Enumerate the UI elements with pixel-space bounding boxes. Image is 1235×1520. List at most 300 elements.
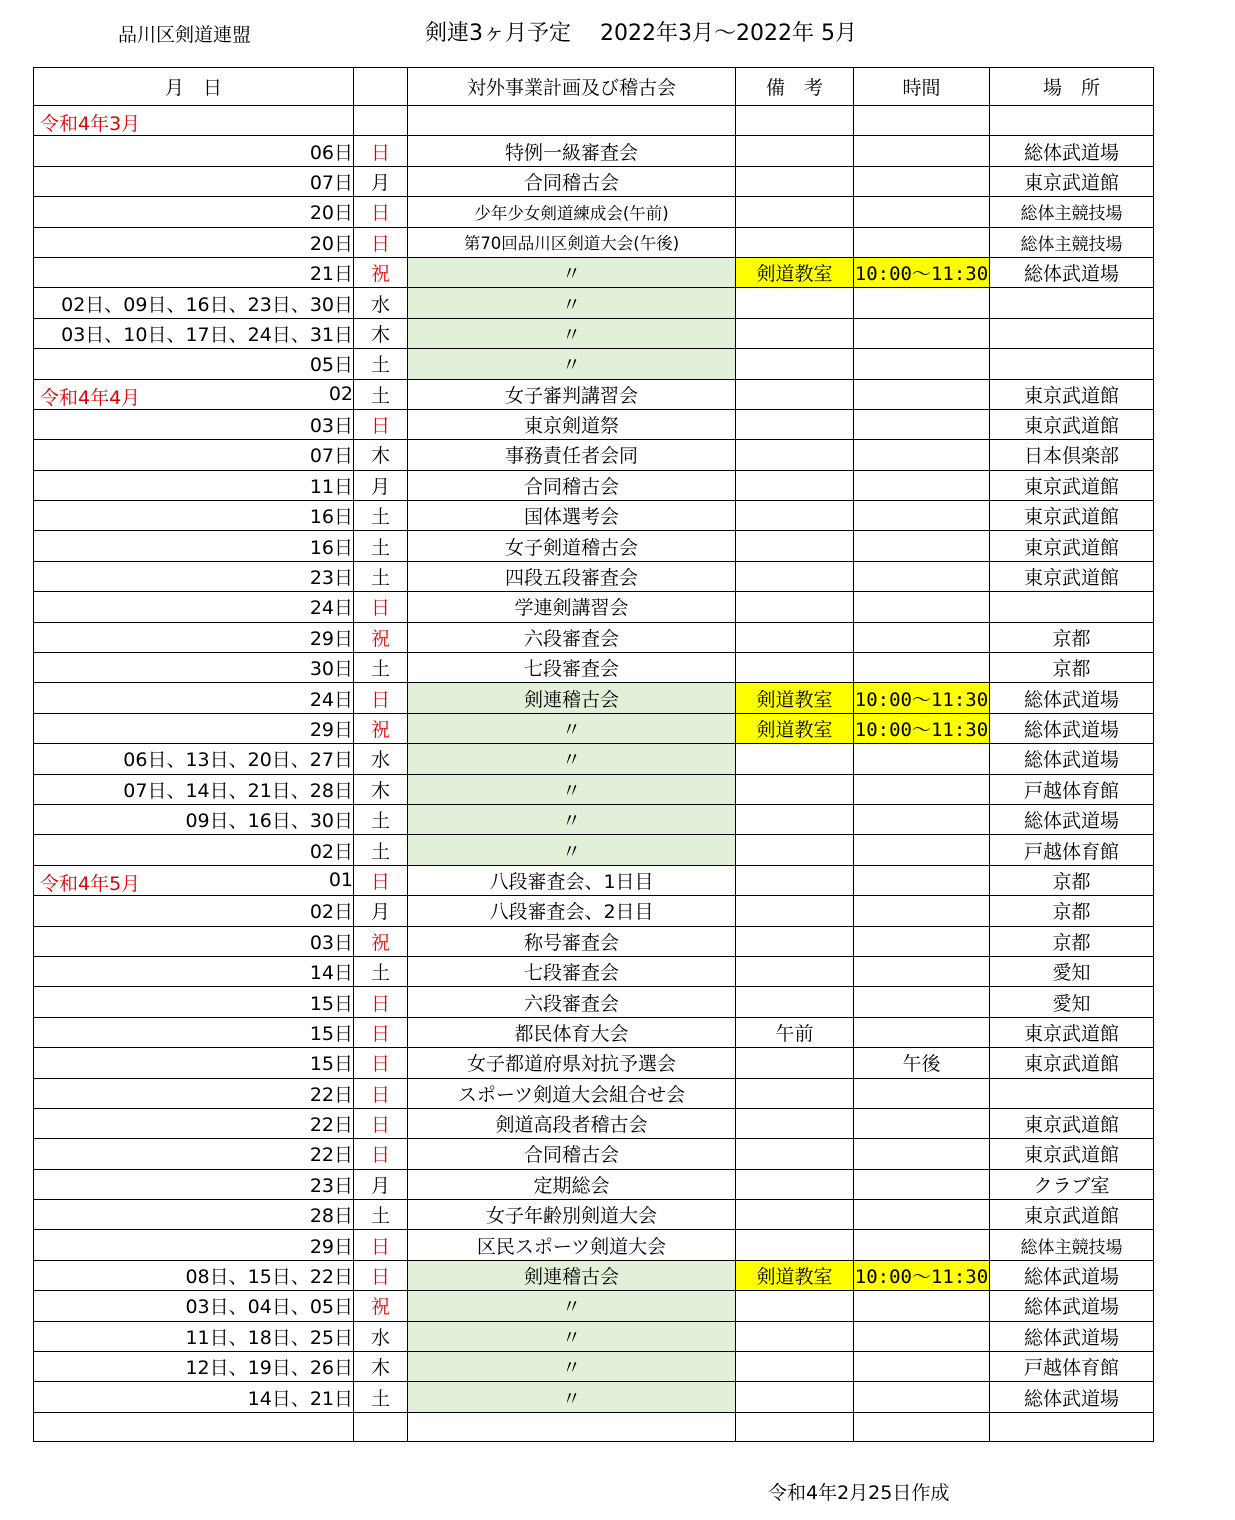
table-row — [34, 592, 1154, 622]
date-text: 21日 — [309, 263, 353, 286]
event-cell: 東京剣道祭 — [408, 409, 736, 439]
table-row — [34, 1230, 1154, 1260]
note-cell — [736, 379, 854, 409]
table-row — [34, 470, 1154, 500]
weekday-cell: 月 — [354, 166, 408, 196]
date-text: 03日、10日、17日、24日、31日 — [61, 323, 353, 346]
date-cell — [34, 804, 354, 834]
note-cell — [736, 956, 854, 986]
time-cell — [854, 1291, 990, 1321]
note-cell: 剣道教室 — [736, 257, 854, 287]
date-text: 08日、15日、22日 — [185, 1266, 353, 1289]
note-cell — [736, 1352, 854, 1382]
time-cell — [854, 470, 990, 500]
time-cell — [854, 166, 990, 196]
weekday-cell: 祝 — [354, 257, 408, 287]
date-cell — [34, 1382, 354, 1412]
place-cell: 総体主競技場 — [990, 197, 1154, 227]
weekday-cell — [354, 106, 408, 136]
event-cell: 合同稽古会 — [408, 1139, 736, 1169]
place-cell: 総体主競技場 — [990, 1230, 1154, 1260]
event-cell: 称号審査会 — [408, 926, 736, 956]
note-cell — [736, 227, 854, 257]
time-cell — [854, 1169, 990, 1199]
time-cell: 10:00～11:30 — [854, 713, 990, 743]
place-cell: 京都 — [990, 926, 1154, 956]
place-cell — [990, 1412, 1154, 1441]
event-cell: 特例一級審査会 — [408, 136, 736, 166]
weekday-cell: 土 — [354, 804, 408, 834]
note-cell — [736, 106, 854, 136]
place-cell: 東京武道館 — [990, 470, 1154, 500]
table-row — [34, 835, 1154, 865]
table-row — [34, 683, 1154, 713]
place-cell: 東京武道館 — [990, 561, 1154, 591]
place-cell: 東京武道館 — [990, 409, 1154, 439]
date-cell — [34, 1078, 354, 1108]
time-cell — [854, 653, 990, 683]
organization-name: 品川区剣道連盟 — [118, 24, 252, 46]
time-cell — [854, 865, 990, 895]
event-cell: 七段審査会 — [408, 653, 736, 683]
weekday-cell: 日 — [354, 865, 408, 895]
event-cell: 〃 — [408, 744, 736, 774]
table-row — [34, 1078, 1154, 1108]
weekday-cell: 日 — [354, 227, 408, 257]
time-cell: 10:00～11:30 — [854, 257, 990, 287]
weekday-cell: 木 — [354, 1352, 408, 1382]
date-text: 24日 — [309, 597, 353, 620]
time-cell — [854, 1382, 990, 1412]
event-cell — [408, 106, 736, 136]
table-row — [34, 896, 1154, 926]
date-text: 20日 — [309, 202, 353, 225]
place-cell: 戸越体育館 — [990, 1352, 1154, 1382]
time-cell — [854, 1352, 990, 1382]
weekday-cell: 月 — [354, 1169, 408, 1199]
event-cell: 剣連稽古会 — [408, 683, 736, 713]
table-row — [34, 106, 1154, 136]
time-cell — [854, 956, 990, 986]
date-text: 11日 — [309, 475, 353, 498]
weekday-cell: 日 — [354, 1230, 408, 1260]
note-cell — [736, 1169, 854, 1199]
note-cell — [736, 987, 854, 1017]
date-cell — [34, 288, 354, 318]
table-row — [34, 1291, 1154, 1321]
note-cell — [736, 1230, 854, 1260]
time-cell: 10:00～11:30 — [854, 683, 990, 713]
place-cell: 東京武道館 — [990, 501, 1154, 531]
table-row — [34, 926, 1154, 956]
event-cell: 八段審査会、1日目 — [408, 865, 736, 895]
note-cell — [736, 926, 854, 956]
event-cell: 第70回品川区剣道大会(午後) — [408, 227, 736, 257]
date-cell — [34, 865, 354, 895]
time-cell — [854, 106, 990, 136]
event-cell: 六段審査会 — [408, 987, 736, 1017]
table-row — [34, 713, 1154, 743]
place-cell: 総体武道場 — [990, 1260, 1154, 1290]
note-cell — [736, 1382, 854, 1412]
time-cell: 10:00～11:30 — [854, 1260, 990, 1290]
time-cell — [854, 379, 990, 409]
event-cell: 合同稽古会 — [408, 470, 736, 500]
schedule-body — [34, 106, 1154, 1442]
time-cell — [854, 835, 990, 865]
table-row — [34, 1352, 1154, 1382]
event-cell: 〃 — [408, 318, 736, 348]
schedule-table — [33, 67, 1154, 1442]
date-cell — [34, 409, 354, 439]
note-cell — [736, 166, 854, 196]
weekday-cell: 祝 — [354, 713, 408, 743]
weekday-cell: 土 — [354, 561, 408, 591]
event-cell: 学連剣講習会 — [408, 592, 736, 622]
date-cell — [34, 1200, 354, 1230]
time-cell — [854, 1412, 990, 1441]
table-row — [34, 744, 1154, 774]
time-cell — [854, 804, 990, 834]
time-cell — [854, 318, 990, 348]
event-cell: 〃 — [408, 713, 736, 743]
time-cell — [854, 987, 990, 1017]
date-cell — [34, 896, 354, 926]
time-cell — [854, 622, 990, 652]
column-header-dow — [354, 68, 408, 106]
table-row — [34, 440, 1154, 470]
time-cell — [854, 744, 990, 774]
place-cell — [990, 592, 1154, 622]
date-text: 02日、09日、16日、23日、30日 — [61, 293, 353, 316]
time-cell — [854, 197, 990, 227]
table-row — [34, 774, 1154, 804]
place-cell: 総体武道場 — [990, 1321, 1154, 1351]
date-cell — [34, 622, 354, 652]
event-cell: 女子審判講習会 — [408, 379, 736, 409]
place-cell: 日本倶楽部 — [990, 440, 1154, 470]
place-cell: 総体武道場 — [990, 683, 1154, 713]
note-cell — [736, 197, 854, 227]
note-cell: 剣道教室 — [736, 1260, 854, 1290]
note-cell — [736, 1321, 854, 1351]
note-cell: 剣道教室 — [736, 713, 854, 743]
time-cell — [854, 288, 990, 318]
note-cell — [736, 1108, 854, 1138]
place-cell — [990, 106, 1154, 136]
note-cell: 午前 — [736, 1017, 854, 1047]
place-cell: 戸越体育館 — [990, 835, 1154, 865]
date-cell — [34, 592, 354, 622]
time-cell — [854, 409, 990, 439]
weekday-cell: 日 — [354, 1078, 408, 1108]
place-cell: 京都 — [990, 865, 1154, 895]
date-cell — [34, 1139, 354, 1169]
weekday-cell: 土 — [354, 349, 408, 379]
event-cell: 女子剣道稽古会 — [408, 531, 736, 561]
date-cell — [34, 744, 354, 774]
weekday-cell: 土 — [354, 653, 408, 683]
date-text: 22日 — [309, 1083, 353, 1106]
place-cell: 総体武道場 — [990, 804, 1154, 834]
table-row — [34, 379, 1154, 409]
event-cell: 〃 — [408, 257, 736, 287]
weekday-cell: 日 — [354, 409, 408, 439]
note-cell — [736, 1291, 854, 1321]
note-cell — [736, 744, 854, 774]
event-cell: 定期総会 — [408, 1169, 736, 1199]
time-cell — [854, 1108, 990, 1138]
event-cell: 〃 — [408, 1382, 736, 1412]
date-cell — [34, 166, 354, 196]
place-cell: 東京武道館 — [990, 1048, 1154, 1078]
time-cell — [854, 531, 990, 561]
place-cell: 戸越体育館 — [990, 774, 1154, 804]
event-cell: スポーツ剣道大会組合せ会 — [408, 1078, 736, 1108]
date-text: 30日 — [309, 658, 353, 681]
date-cell — [34, 956, 354, 986]
note-cell — [736, 561, 854, 591]
date-text: 12日、19日、26日 — [185, 1357, 353, 1380]
event-cell: 〃 — [408, 1352, 736, 1382]
date-text: 16日 — [309, 536, 353, 559]
date-text: 29日 — [309, 1235, 353, 1258]
date-text: 02日 — [309, 840, 353, 863]
table-row — [34, 653, 1154, 683]
table-row — [34, 987, 1154, 1017]
date-text: 22日 — [309, 1114, 353, 1137]
place-cell: 愛知 — [990, 987, 1154, 1017]
table-row — [34, 257, 1154, 287]
table-row — [34, 349, 1154, 379]
place-cell — [990, 349, 1154, 379]
event-cell: 女子都道府県対抗予選会 — [408, 1048, 736, 1078]
weekday-cell: 木 — [354, 774, 408, 804]
weekday-cell: 土 — [354, 1382, 408, 1412]
date-cell — [34, 349, 354, 379]
weekday-cell: 祝 — [354, 926, 408, 956]
weekday-cell: 土 — [354, 531, 408, 561]
event-cell: 合同稽古会 — [408, 166, 736, 196]
date-cell — [34, 774, 354, 804]
date-cell — [34, 1108, 354, 1138]
time-cell — [854, 1230, 990, 1260]
time-cell — [854, 896, 990, 926]
weekday-cell: 日 — [354, 987, 408, 1017]
weekday-cell: 日 — [354, 1048, 408, 1078]
table-row — [34, 1382, 1154, 1412]
column-header-note: 備 考 — [736, 68, 854, 106]
weekday-cell: 祝 — [354, 622, 408, 652]
time-cell: 午後 — [854, 1048, 990, 1078]
place-cell: 東京武道館 — [990, 166, 1154, 196]
time-cell — [854, 440, 990, 470]
date-text: 11日、18日、25日 — [185, 1326, 353, 1349]
event-cell: 〃 — [408, 774, 736, 804]
date-text: 29日 — [309, 719, 353, 741]
date-cell — [34, 136, 354, 166]
weekday-cell: 水 — [354, 744, 408, 774]
date-cell — [34, 683, 354, 713]
note-cell — [736, 1200, 854, 1230]
weekday-cell: 木 — [354, 318, 408, 348]
date-text: 23日 — [309, 1174, 353, 1197]
date-text: 02日 — [309, 901, 353, 924]
place-cell — [990, 1078, 1154, 1108]
place-cell: クラブ室 — [990, 1169, 1154, 1199]
event-cell: 国体選考会 — [408, 501, 736, 531]
table-row — [34, 166, 1154, 196]
event-cell: 都民体育大会 — [408, 1017, 736, 1047]
month-label: 令和4年3月 — [40, 113, 141, 135]
note-cell — [736, 409, 854, 439]
event-cell: 〃 — [408, 835, 736, 865]
time-cell — [854, 774, 990, 804]
date-text: 24日 — [309, 688, 353, 711]
date-cell — [34, 653, 354, 683]
date-text: 07日 — [309, 171, 353, 194]
place-cell: 東京武道館 — [990, 1139, 1154, 1169]
place-cell: 東京武道館 — [990, 531, 1154, 561]
note-cell — [736, 804, 854, 834]
note-cell — [736, 1139, 854, 1169]
date-text: 20日 — [309, 232, 353, 255]
date-text: 28日 — [309, 1205, 353, 1228]
weekday-cell: 日 — [354, 197, 408, 227]
table-row — [34, 197, 1154, 227]
date-cell — [34, 987, 354, 1017]
event-cell: 〃 — [408, 349, 736, 379]
place-cell: 総体武道場 — [990, 136, 1154, 166]
table-row — [34, 1108, 1154, 1138]
table-row — [34, 804, 1154, 834]
date-text: 22日 — [309, 1144, 353, 1167]
date-cell — [34, 1291, 354, 1321]
date-text: 29日 — [309, 627, 353, 650]
note-cell — [736, 349, 854, 379]
date-cell — [34, 197, 354, 227]
place-cell: 総体主競技場 — [990, 227, 1154, 257]
date-cell — [34, 926, 354, 956]
date-text: 03日 — [309, 415, 353, 438]
table-row — [34, 318, 1154, 348]
time-cell — [854, 1017, 990, 1047]
date-cell — [34, 379, 354, 409]
note-cell — [736, 318, 854, 348]
note-cell: 剣道教室 — [736, 683, 854, 713]
created-date: 令和4年2月25日作成 — [768, 1482, 950, 1504]
table-row — [34, 1139, 1154, 1169]
weekday-cell: 日 — [354, 136, 408, 166]
date-cell — [34, 835, 354, 865]
date-text: 03日 — [309, 931, 353, 954]
event-cell — [408, 1412, 736, 1441]
time-cell — [854, 136, 990, 166]
table-row — [34, 561, 1154, 591]
time-cell — [854, 926, 990, 956]
note-cell — [736, 1078, 854, 1108]
date-cell — [34, 531, 354, 561]
event-cell: 〃 — [408, 1291, 736, 1321]
table-row — [34, 1169, 1154, 1199]
note-cell — [736, 288, 854, 318]
column-header-time: 時間 — [854, 68, 990, 106]
date-cell — [34, 501, 354, 531]
date-cell — [34, 1352, 354, 1382]
note-cell — [736, 865, 854, 895]
place-cell: 総体武道場 — [990, 1291, 1154, 1321]
event-cell: 区民スポーツ剣道大会 — [408, 1230, 736, 1260]
date-cell — [34, 1321, 354, 1351]
time-cell — [854, 592, 990, 622]
table-row — [34, 501, 1154, 531]
date-cell — [34, 1230, 354, 1260]
date-text: 16日 — [309, 506, 353, 529]
date-cell — [34, 470, 354, 500]
table-row — [34, 1260, 1154, 1290]
date-cell — [34, 1169, 354, 1199]
column-header-date: 月 日 — [34, 68, 354, 106]
date-text: 14日、21日 — [247, 1387, 353, 1410]
date-cell — [34, 713, 354, 743]
weekday-cell: 土 — [354, 835, 408, 865]
note-cell — [736, 653, 854, 683]
weekday-cell: 水 — [354, 288, 408, 318]
note-cell — [736, 501, 854, 531]
date-cell — [34, 1017, 354, 1047]
weekday-cell: 日 — [354, 1260, 408, 1290]
date-text: 01 — [328, 869, 353, 892]
date-text: 07日 — [309, 445, 353, 468]
column-header-place: 場 所 — [990, 68, 1154, 106]
event-cell: 六段審査会 — [408, 622, 736, 652]
event-cell: 〃 — [408, 804, 736, 834]
event-cell: 剣道高段者稽古会 — [408, 1108, 736, 1138]
note-cell — [736, 896, 854, 926]
place-cell: 京都 — [990, 622, 1154, 652]
table-row — [34, 227, 1154, 257]
table-row — [34, 136, 1154, 166]
date-text: 14日 — [309, 962, 353, 985]
date-text: 15日 — [309, 1022, 353, 1045]
header-row — [34, 68, 1154, 106]
date-cell — [34, 561, 354, 591]
note-cell — [736, 1412, 854, 1441]
time-cell — [854, 1321, 990, 1351]
table-row — [34, 1017, 1154, 1047]
note-cell — [736, 531, 854, 561]
event-cell: 〃 — [408, 1321, 736, 1351]
weekday-cell: 土 — [354, 956, 408, 986]
date-text: 09日、16日、30日 — [185, 810, 353, 833]
weekday-cell: 水 — [354, 1321, 408, 1351]
place-cell: 京都 — [990, 653, 1154, 683]
place-cell: 総体武道場 — [990, 744, 1154, 774]
event-cell: 四段五段審査会 — [408, 561, 736, 591]
time-cell — [854, 561, 990, 591]
place-cell — [990, 318, 1154, 348]
date-text: 15日 — [309, 992, 353, 1015]
time-cell — [854, 1078, 990, 1108]
date-cell — [34, 1260, 354, 1290]
table-row — [34, 288, 1154, 318]
note-cell — [736, 136, 854, 166]
date-text: 02 — [328, 383, 353, 406]
table-row — [34, 622, 1154, 652]
event-cell: 女子年齢別剣道大会 — [408, 1200, 736, 1230]
place-cell: 東京武道館 — [990, 1200, 1154, 1230]
weekday-cell: 日 — [354, 1108, 408, 1138]
